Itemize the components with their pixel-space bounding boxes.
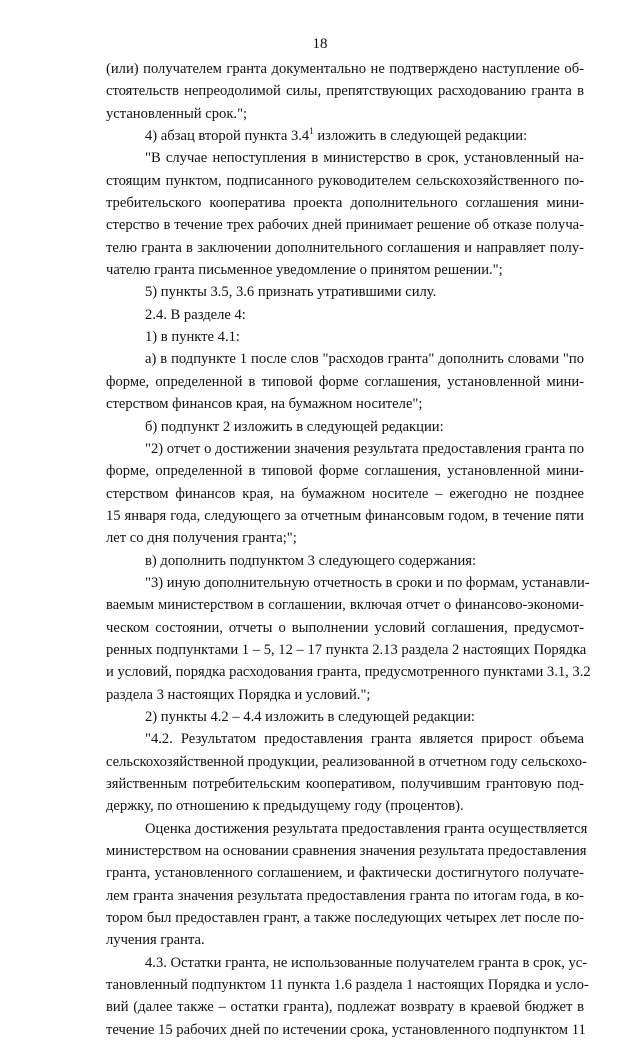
text-line: 15 января года, следующего за отчетным финансовым годом, в течение пяти [106,507,584,524]
text-line: лучения гранта. [106,932,205,949]
text-line: 1) в пункте 4.1: [145,329,240,346]
text-line: ческом состоянии, отчеты о выполнении условий соглашения, предусмот- [106,619,584,636]
text-line: тором был предоставлен грант, а также последующих четырех лет после по- [106,910,584,927]
text-line: тановленный подпунктом 11 пункта 1.6 раздела 1 настоящих Порядка и усло- [106,977,589,994]
text-line: стерство в течение трех рабочих дней принимает решение об отказе получа- [106,217,584,234]
text-line: раздела 3 настоящих Порядка и условий."; [106,686,371,703]
text-line: ренных подпунктами 1 – 5, 12 – 17 пункта 2.13 раздела 2 настоящих Порядка [106,641,587,658]
text-line: держку, по отношению к предыдущему году (процентов). [106,798,464,815]
text-line: 2) пункты 4.2 – 4.4 изложить в следующей редакции: [145,708,475,725]
text-line: зяйственным потребительским кооперативом, получившим грантовую под- [106,776,584,792]
text-line: гранта, установленного соглашением, и фактически достигнутого получате- [106,865,584,882]
text-line: б) подпункт 2 изложить в следующей редакции: [145,418,444,435]
page-number: 18 [312,36,328,52]
text-line: "4.2. Результатом предоставления гранта является прирост объема [145,731,584,748]
text-line: "2) отчет о достижении значения результата предоставления гранта по [145,440,585,457]
text-line: телю гранта в заключении дополнительного соглашения и направляет полу- [106,239,584,256]
text-line: стоятельств непреодолимой силы, препятствующих расходованию гранта в [106,83,584,100]
text-line: вий (далее также – остатки гранта), подлежат возврату в краевой бюджет в [106,999,584,1016]
text-line: форме, определенной в типовой форме соглашения, установленной мини- [106,463,584,480]
text-line: требительского кооператива проекта дополнительного соглашения мини- [106,195,584,212]
text-line: течение 15 рабочих дней по истечении срока, установленного подпунктом 11 [106,1021,586,1038]
text-line: стерством финансов края, на бумажном носителе"; [106,396,423,413]
text-line: "В случае непоступления в министерство в срок, установленный на- [145,150,584,167]
text-line: форме, определенной в типовой форме соглашения, установленной мини- [106,373,584,390]
text-line: ваемым министерством в соглашении, включая отчет о финансово-экономи- [106,597,584,614]
text-line: (или) получателем гранта документально не подтверждено наступление об- [106,61,584,77]
text-line: 5) пункты 3.5, 3.6 признать утратившими силу. [145,284,437,301]
text-line: лет со дня получения гранта;"; [106,530,297,547]
text-line: сельскохозяйственной продукции, реализованной в отчетном году сельскохо- [106,753,587,770]
text-line: 4) абзац второй пункта $3.4^1$ изложить в следующей редакции: [145,126,528,145]
text-line: лем гранта значения результата предоставления гранта по итогам года, в ко- [106,887,584,904]
text-line: 2.4. В разделе 4: [145,306,246,323]
text-line: "3) иную дополнительную отчетность в сроки и по формам, устанавли- [145,574,590,591]
text-line: министерством на основании сравнения значения результата предоставления [106,843,587,860]
text-line: 4.3. Остатки гранта, не использованные получателем гранта в срок, ус- [145,954,588,971]
text-line: стерством финансов края, на бумажном носителе – ежегодно не позднее [106,485,584,502]
text-line: и условий, порядка расходования гранта, предусмотренного пунктами 3.1, 3.2 [106,664,591,681]
text-line: стоящим пунктом, подписанного руководителем сельскохозяйственного по- [106,172,584,189]
text-line: установленный срок."; [106,105,248,122]
text-line: Оценка достижения результата предоставления гранта осуществляется [145,820,588,837]
text-line: в) дополнить подпунктом 3 следующего содержания: [145,552,477,569]
text-line: а) в подпункте 1 после слов "расходов гранта" дополнить словами "по [145,351,584,368]
document-body [106,58,591,1041]
text-line: чателю гранта письменное уведомление о принятом решении."; [106,262,503,279]
